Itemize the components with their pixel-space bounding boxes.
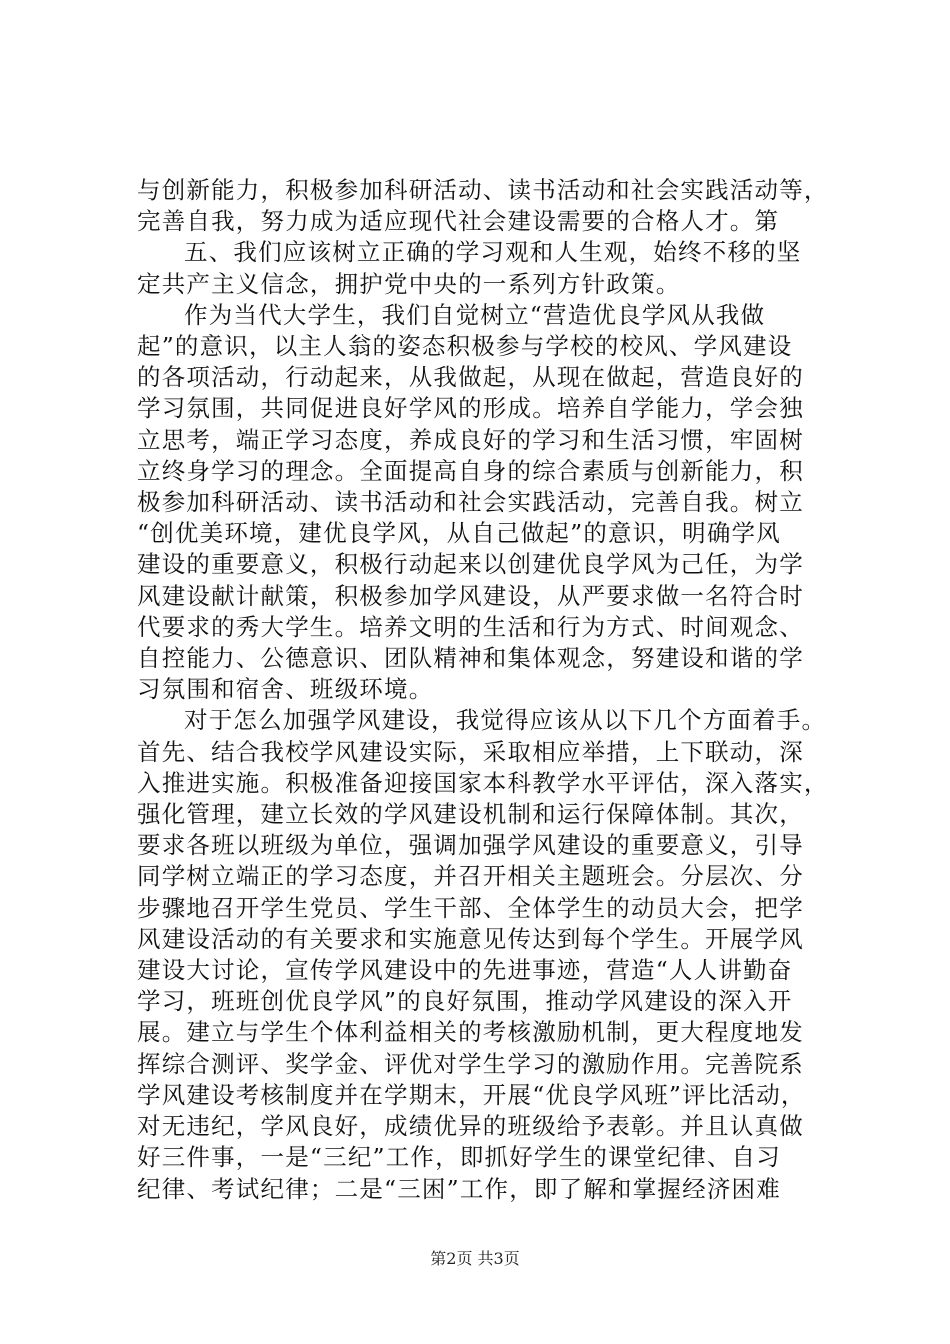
text-line: 学风建设考核制度并在学期末，开展“优良学风班”评比活动， [137,1080,806,1109]
text-line: 好三件事，一是“三纪”工作，即抓好学生的课堂纪律、自习 [137,1143,781,1172]
text-line: 同学树立端正的学习态度，并召开相关主题班会。分层次、分 [137,862,804,891]
text-line: 挥综合测评、奖学金、评优对学生学习的激励作用。完善院系 [137,1049,804,1078]
text-line: 对于怎么加强学风建设，我觉得应该从以下几个方面着手。 [184,706,827,735]
text-line: 与创新能力，积极参加科研活动、读书活动和社会实践活动等， [137,176,829,204]
text-line: 定共产主义信念，拥护党中央的一系列方针政策。 [137,269,681,298]
text-line: 自控能力、公德意识、团队精神和集体观念，努建设和谐的学 [137,644,804,673]
text-line: 极参加科研活动、读书活动和社会实践活动，完善自我。树立 [137,488,804,517]
text-line: 习氛围和宿舍、班级环境。 [137,675,434,704]
text-line: “创优美环境，建优良学风，从自己做起”的意识，明确学风 [137,519,781,548]
text-line: 纪律、考试纪律；二是“三困”工作，即了解和掌握经济困难 [137,1174,781,1203]
text-line: 首先、结合我校学风建设实际，采取相应举措，上下联动，深 [137,737,804,766]
text-line: 五、我们应该树立正确的学习观和人生观，始终不移的坚 [184,238,802,267]
text-line: 学习氛围，共同促进良好学风的形成。培养自学能力，学会独 [137,394,804,423]
text-line: 起”的意识，以主人翁的姿态积极参与学校的校风、学风建设 [137,332,793,361]
text-line: 建设的重要意义，积极行动起来以创建优良学风为己任，为学 [137,550,804,579]
text-line: 对无违纪，学风良好，成绩优异的班级给予表彰。并且认真做 [137,1112,804,1141]
text-line: 的各项活动，行动起来，从我做起，从现在做起，营造良好的 [137,363,804,392]
text-line: 作为当代大学生，我们自觉树立“营造优良学风从我做 [184,300,766,329]
text-line: 建设大讨论，宣传学风建设中的先进事迹，营造“人人讲勤奋 [137,956,793,985]
text-line: 入推进实施。积极准备迎接国家本科教学水平评估，深入落实， [137,768,829,797]
document-body [137,175,837,1205]
page-number-footer: 第2页 共3页 [430,1249,520,1268]
text-line: 要求各班以班级为单位，强调加强学风建设的重要意义，引导 [137,831,804,860]
text-line: 学习，班班创优良学风”的良好氛围，推动学风建设的深入开 [137,987,793,1016]
text-line: 立思考，端正学习态度，养成良好的学习和生活习惯，牢固树 [137,425,804,454]
text-line: 完善自我，努力成为适应现代社会建设需要的合格人才。第 [137,207,780,236]
text-line: 风建设活动的有关要求和实施意见传达到每个学生。开展学风 [137,924,804,953]
text-line: 步骤地召开学生党员、学生干部、全体学生的动员大会，把学 [137,893,804,922]
text-line: 强化管理，建立长效的学风建设机制和运行保障体制。其次， [137,800,804,829]
text-line: 展。建立与学生个体利益相关的考核激励机制，更大程度地发 [137,1018,804,1047]
text-line: 立终身学习的理念。全面提高自身的综合素质与创新能力，积 [137,456,804,485]
text-line: 风建设献计献策，积极参加学风建设，从严要求做一名符合时 [137,581,804,610]
text-line: 代要求的秀大学生。培养文明的生活和行为方式、时间观念、 [137,612,804,641]
